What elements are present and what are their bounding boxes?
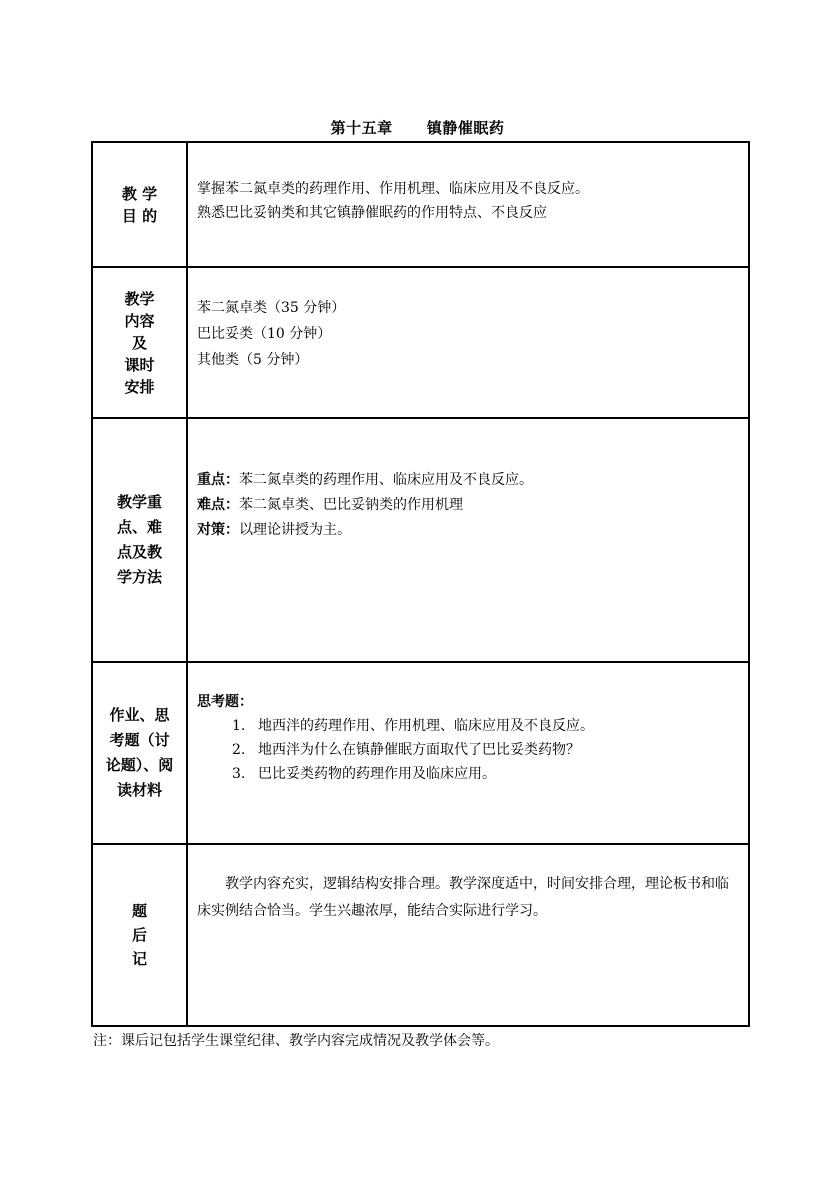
question-number: 2. [232, 742, 246, 758]
item-text: 苯二氮卓类、巴比妥钠类的作用机理 [239, 497, 463, 513]
row-label-objectives [92, 142, 187, 267]
objective-line: 掌握苯二氮卓类的药理作用、作用机理、临床应用及不良反应。 [197, 181, 589, 197]
questions-heading: 思考题： [197, 694, 253, 710]
label-line: 目 的 [121, 206, 158, 225]
question-item [197, 738, 740, 762]
label-line: 点及教 [116, 543, 162, 561]
table-row-key-points [92, 418, 749, 662]
label-line: 题 [131, 902, 147, 920]
table-row-content-schedule [92, 267, 749, 418]
question-item [197, 762, 740, 786]
label-line: 点、难 [116, 518, 162, 536]
question-item [197, 714, 740, 738]
row-label-postscript [92, 844, 187, 1026]
row-content-homework [187, 662, 749, 844]
item-key: 对策： [197, 522, 239, 538]
lesson-plan-table [91, 141, 750, 1027]
item-key: 难点： [197, 497, 239, 513]
schedule-line: 其他类（5 分钟） [197, 352, 309, 368]
footnote: 注：课后记包括学生课堂纪律、教学内容完成情况及教学体会等。 [93, 1033, 499, 1049]
question-text: 地西泮的药理作用、作用机理、临床应用及不良反应。 [258, 718, 594, 734]
strategy-item [197, 518, 740, 543]
question-text: 巴比妥类药物的药理作用及临床应用。 [258, 766, 496, 782]
label-line: 读材料 [116, 781, 162, 799]
label-line: 学方法 [116, 568, 162, 586]
item-text: 以理论讲授为主。 [239, 522, 351, 538]
question-text: 地西泮为什么在镇静催眠方面取代了巴比妥类药物？ [258, 742, 580, 758]
row-content-objectives [187, 142, 749, 267]
label-line: 教学重 [116, 493, 162, 511]
table-row-objectives [92, 142, 749, 267]
label-line: 论题）、阅 [105, 756, 174, 774]
label-line: 教学 [124, 289, 155, 308]
row-label-content-schedule [92, 267, 187, 418]
row-content-postscript [187, 844, 749, 1026]
key-point-item [197, 468, 740, 493]
page-title: 第十五章 镇静催眠药 [330, 119, 505, 137]
difficulty-item [197, 493, 740, 518]
row-label-homework [92, 662, 187, 844]
question-number: 3. [232, 766, 246, 782]
table-row-homework [92, 662, 749, 844]
schedule-line: 巴比妥类（10 分钟） [197, 326, 332, 342]
table-row-postscript [92, 844, 749, 1026]
label-line: 教 学 [121, 184, 158, 203]
label-line: 安排 [124, 377, 155, 396]
postscript-paragraph: 教学内容充实，逻辑结构安排合理。教学深度适中，时间安排合理，理论板书和临床实例结合恰当。学生兴趣浓厚，能结合实际进行学习。 [197, 876, 729, 919]
objective-line: 熟悉巴比妥钠类和其它镇静催眠药的作用特点、不良反应 [197, 205, 547, 221]
label-line: 考题（讨 [109, 731, 170, 749]
item-text: 苯二氮卓类的药理作用、临床应用及不良反应。 [239, 472, 533, 488]
label-line: 作业、思 [109, 706, 170, 724]
question-list [197, 714, 740, 786]
row-content-key-points [187, 418, 749, 662]
question-number: 1. [232, 718, 246, 734]
label-line: 及 [131, 333, 147, 352]
item-key: 重点： [197, 472, 239, 488]
schedule-line: 苯二氮卓类（35 分钟） [197, 300, 346, 316]
row-label-key-points [92, 418, 187, 662]
label-line: 内容 [124, 311, 155, 330]
label-line: 后 [131, 926, 147, 944]
label-line: 课时 [124, 355, 155, 374]
row-content-content-schedule [187, 267, 749, 418]
label-line: 记 [131, 950, 147, 968]
